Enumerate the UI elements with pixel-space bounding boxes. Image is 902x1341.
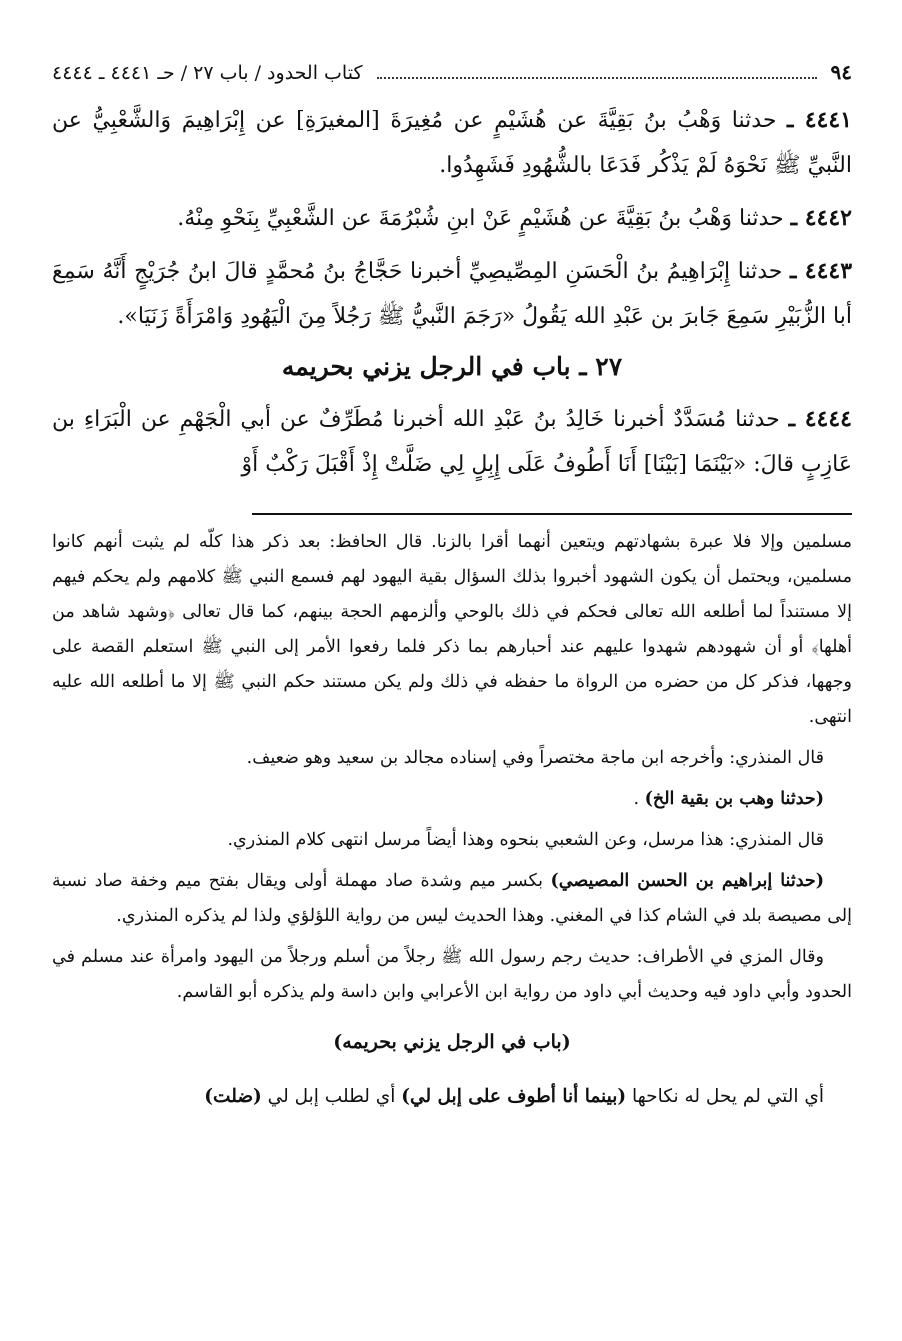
page-number: ٩٤ xyxy=(830,60,852,84)
footnote-divider xyxy=(252,513,852,515)
header-dotted-leader xyxy=(377,77,817,79)
hadith-number: ٤٤٤٢ ـ xyxy=(790,205,852,231)
commentary-paragraph: وقال المزي في الأطراف: حديث رجم رسول الله ﷺ رجلاً من أسلم ورجلاً من اليهود وامرأة عند مسلم في الحدود وأبي داود فيه وحديث أبي داود من رواية ابن الأعرابي وابن داسة ولم يذكره أبو القاسم. xyxy=(52,947,852,1002)
hadith-4441 xyxy=(52,98,852,188)
hadith-number: ٤٤٤٤ ـ xyxy=(788,406,852,432)
commentary-paragraph: مسلمين وإلا فلا عبرة بشهادتهم ويتعين أنهما أقرا بالزنا. قال الحافظ: بعد ذكر هذا كلّه لم يثبت أنهم كانوا مسلمين، ويحتمل أن يكون الشهود أخبروا بذلك السؤال بقية اليهود لهم فسمع النبي ﷺ كلامهم ولم يحكم فيهم إلا مستنداً لما أطلعه الله تعالى فحكم في ذلك بالوحي وألزمهم الحجة بينهم، كما قال تعالى ﴿وشهد شاهد من أهلها﴾ أو أن شهودهم شهدوا عليهم عند أحبارهم بما ذكر فلما رفعوا الأمر إلى النبي ﷺ استعلم القصة على وجهها، فذكر كل من حضره من الرواة ما حفظه في ذلك ولم يكن مستند حكم النبي ﷺ إلا ما أطلعه الله عليه انتهى. xyxy=(52,532,852,727)
commentary-chapter-heading: (باب في الرجل يزني بحريمه) xyxy=(333,1031,571,1053)
hadith-text: حدثنا وَهْبُ بنُ بَقِيَّةَ عن هُشَيْمٍ عَنْ ابنِ شُبْرُمَةَ عن الشَّعْبِيِّ بِنَحْوِ مِنْهُ. xyxy=(177,206,784,231)
commentary-text: . xyxy=(633,789,645,809)
commentary-paragraph: قال المنذري: وأخرجه ابن ماجة مختصراً وفي إسناده مجالد بن سعيد وهو ضعيف. xyxy=(246,748,824,768)
commentary-text: بكسر ميم وشدة صاد مهملة أولى ويقال بفتح ميم وخفة صاد نسبة إلى مصيصة بلد في الشام كذا في المغني. وهذا الحديث ليس من رواية اللؤلؤي ولذا لم يذكره المنذري. xyxy=(52,871,852,926)
quoted-chain: (حدثنا وهب بن بقية الخ) xyxy=(644,789,824,809)
page-header xyxy=(52,60,852,90)
commentary-paragraph: قال المنذري: هذا مرسل، وعن الشعبي بنحوه وهذا أيضاً مرسل انتهى كلام المنذري. xyxy=(227,830,824,850)
commentary-paragraph xyxy=(52,782,852,817)
document-page xyxy=(52,60,852,1133)
hadith-number: ٤٤٤١ ـ xyxy=(787,107,852,133)
commentary-text: أي التي لم يحل له نكاحها xyxy=(626,1085,824,1107)
quoted-phrase: (ضلت) xyxy=(204,1085,262,1107)
quoted-phrase: (بينما أنا أطوف على إبل لي) xyxy=(401,1085,627,1107)
chapter-title: ٢٧ ـ باب في الرجل يزني بحريمه xyxy=(281,352,623,381)
running-title: كتاب الحدود / باب ٢٧ / حـ ٤٤٤١ ـ ٤٤٤٤ xyxy=(52,62,363,84)
commentary-text: أي لطلب إبل لي xyxy=(261,1085,402,1107)
hadith-4444 xyxy=(52,397,852,487)
commentary-paragraph xyxy=(52,1079,852,1115)
hadith-4443 xyxy=(52,249,852,339)
commentary-paragraph xyxy=(52,864,852,934)
hadith-text: حدثنا إِبْرَاهِيمُ بنُ الْحَسَنِ المِصِّيصِيِّ أخبرنا حَجَّاجُ بنُ مُحمَّدٍ قالَ ابنُ جُرَيْجٍ أَنَّهُ سَمِعَ أبا الزُّبَيْرِ سَمِعَ جَابرَ بن عَبْدِ الله يَقُولُ «رَجَمَ النَّبيُّ ﷺ رَجُلاً مِنَ الْيَهُودِ وَامْرَأَةً زَنَيَا». xyxy=(52,259,852,329)
hadith-number: ٤٤٤٣ ـ xyxy=(790,258,853,284)
hadith-4442 xyxy=(52,196,852,241)
quoted-chain: (حدثنا إبراهيم بن الحسن المصيصي) xyxy=(550,871,824,891)
hadith-text: حدثنا وَهْبُ بنُ بَقِيَّةَ عن هُشَيْمٍ عن مُغِيرَةَ [المغيرَةِ] عن إِبْرَاهِيمَ وَالشَّعْبِيُّ عن النَّبيِّ ﷺ نَحْوَهُ لَمْ يَذْكُر فَدَعَا بالشُّهُودِ فَشَهِدُوا. xyxy=(52,108,852,178)
hadith-text: حدثنا مُسَدَّدٌ أخبرنا خَالِدُ بنُ عَبْدِ الله أخبرنا مُطَرِّفٌ عن أبي الْجَهْمِ عن الْبَرَاءِ بن عَازِبٍ قالَ: «بَيْنَمَا [بَيْنَا] أَنَا أَطُوفُ عَلَى إِبِلٍ لِي ضَلَّتْ إِذْ أَقْبَلَ رَكْبٌ أَوْ xyxy=(52,407,852,477)
